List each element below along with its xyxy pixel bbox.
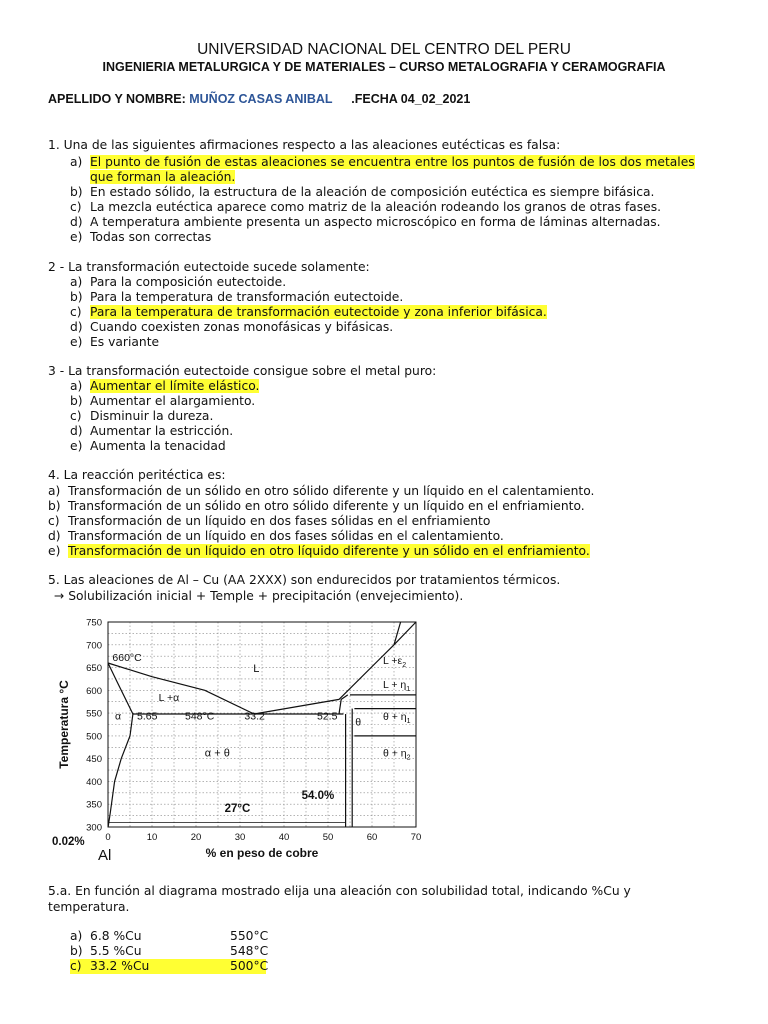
option-text: En estado sólido, la estructura de la aleación de composición eutéctica es siempre bifásica.: [90, 185, 655, 199]
chart-grid: [108, 622, 416, 827]
c-54-label: 54.0%: [301, 789, 335, 802]
q1-option-b: [70, 185, 654, 200]
c-52.5-label: 52.5: [317, 710, 338, 723]
corner-label: 0.02%: [52, 836, 85, 848]
option-temp: 500°C: [230, 959, 269, 973]
y-axis-title: Temperatura °C: [57, 680, 71, 769]
option-letter: c): [70, 959, 82, 973]
eta1-subscript: 1: [406, 686, 411, 694]
y-tick-labels: [86, 618, 102, 834]
option-cu: 33.2 %Cu: [90, 959, 150, 973]
option-text: Cuando coexisten zonas monofásicas y bifásicas.: [90, 320, 394, 334]
option-text: Aumentar el alargamiento.: [90, 394, 256, 408]
option-cu: 5.5 %Cu: [90, 944, 142, 958]
question-5a-stem-line2: temperatura.: [48, 900, 130, 914]
x-tick-label: 40: [278, 832, 290, 843]
x-tick-label: 60: [366, 832, 378, 843]
melt-temp-label: 660°C: [112, 652, 142, 665]
option-text: que forman la aleación.: [90, 170, 236, 184]
option-letter: d): [70, 215, 83, 229]
eta1-subscript: 1: [406, 717, 411, 725]
option-text: Para la temperatura de transformación eutectoide.: [90, 290, 404, 304]
theta-eta2-label: $\theta + \eta_2$: [383, 747, 411, 762]
name-label: APELLIDO Y NOMBRE:: [48, 92, 186, 106]
q1-option-e: [70, 230, 211, 245]
student-name: MUÑOZ CASAS ANIBAL: [189, 92, 333, 106]
room-temp-label: 27°C: [224, 802, 251, 815]
student-line: [48, 92, 470, 106]
alpha-theta-label: α + θ: [204, 747, 230, 760]
q3-option-a: [70, 379, 259, 394]
eta2-subscript: 2: [406, 754, 411, 762]
question-4-stem: 4. La reacción peritéctica es:: [48, 468, 226, 482]
option-letter: d): [70, 320, 83, 334]
q2-option-b: [70, 290, 403, 305]
y-tick-label: 500: [86, 731, 102, 743]
c-5.65-label: 5.65: [137, 710, 158, 723]
option-text: Aumenta la tenacidad: [90, 439, 226, 453]
option-text: Transformación de un sólido en otro sólido diferente y un líquido en el calentamiento.: [68, 484, 595, 498]
x-tick-label: 10: [146, 832, 158, 843]
university-title: UNIVERSIDAD NACIONAL DEL CENTRO DEL PERU: [197, 41, 571, 58]
y-tick-label: 700: [86, 640, 102, 652]
y-tick-label: 650: [86, 663, 102, 675]
c-33.2-label: 33.2: [244, 710, 265, 723]
option-letter: a): [70, 155, 83, 169]
theta-label: θ: [355, 716, 362, 729]
q1-option-c: [70, 200, 661, 215]
y-tick-label: 300: [86, 822, 102, 834]
element-label: Al: [98, 847, 112, 864]
liquid-label: L: [253, 663, 260, 676]
q1-option-d: [70, 215, 661, 230]
q3-option-e: [70, 439, 226, 454]
y-tick-label: 550: [86, 708, 102, 720]
x-tick-label: 70: [410, 832, 422, 843]
option-letter: c): [70, 305, 82, 319]
q4-option-b: [48, 499, 585, 514]
l-eps2-label: $L +\varepsilon_2$: [383, 654, 407, 669]
q4-option-d: [48, 529, 504, 544]
option-cu: 6.8 %Cu: [90, 929, 142, 943]
option-text: Transformación de un líquido en dos fases sólidas en el calentamiento.: [68, 529, 504, 543]
eps2-subscript: 2: [402, 661, 407, 669]
option-text: La mezcla eutéctica aparece como matriz de la aleación rodeando los granos de otras fases.: [90, 200, 662, 214]
question-1-stem: 1. Una de las siguientes afirmaciones respecto a las aleaciones eutécticas es falsa:: [48, 138, 561, 152]
option-letter: e): [70, 230, 83, 244]
alpha-solvus-line: [108, 714, 133, 827]
x-tick-label: 0: [105, 832, 111, 843]
option-letter: a): [70, 929, 83, 943]
q3-option-c: [70, 409, 213, 424]
question-5a-stem-line1: 5.a. En función al diagrama mostrado elija una aleación con solubilidad total, indicando %Cu y: [48, 884, 631, 898]
eutectic-temp-label: 548°C: [185, 710, 215, 723]
option-letter: c): [48, 514, 60, 528]
option-letter: a): [70, 275, 83, 289]
option-letter: b): [70, 185, 83, 199]
x-tick-label: 50: [322, 832, 334, 843]
q5a-option-b: [70, 944, 268, 959]
q4-option-e: [48, 544, 590, 559]
y-tick-label: 400: [86, 776, 102, 788]
question-5-answer: → Solubilización inicial + Temple + precipitación (envejecimiento).: [54, 589, 464, 603]
option-text: Transformación de un líquido en dos fases sólidas en el enfriamiento: [68, 514, 491, 528]
l-alpha-label: L +α: [158, 691, 180, 704]
theta-eta1-label: $\theta + \eta_1$: [383, 710, 411, 725]
alpha-solidus-line: [108, 663, 133, 714]
option-text: Disminuir la dureza.: [90, 409, 214, 423]
x-tick-label: 20: [190, 832, 202, 843]
option-text: A temperatura ambiente presenta un aspecto microscópico en forma de láminas alternadas.: [90, 215, 661, 229]
option-letter: b): [70, 944, 83, 958]
q5a-option-a: [70, 929, 268, 944]
q3-option-b: [70, 394, 255, 409]
option-letter: e): [70, 335, 83, 349]
x-axis-title: % en peso de cobre: [205, 846, 319, 860]
q5a-option-c: [70, 959, 269, 974]
q2-option-e: [70, 335, 159, 350]
option-letter: e): [48, 544, 61, 558]
option-letter: e): [70, 439, 83, 453]
option-letter: b): [48, 499, 61, 513]
option-letter: d): [70, 424, 83, 438]
y-tick-label: 450: [86, 754, 102, 766]
q1-option-a-cont: [70, 170, 235, 185]
option-text: Para la temperatura de transformación eutectoide y zona inferior bifásica.: [90, 305, 547, 319]
x-tick-label: 30: [234, 832, 246, 843]
option-letter: a): [48, 484, 61, 498]
al-cu-phase-diagram: [46, 610, 436, 870]
option-text: Aumentar el límite elástico.: [90, 379, 260, 393]
option-text: Aumentar la estricción.: [90, 424, 234, 438]
exam-date: .FECHA 04_02_2021: [351, 92, 471, 106]
l-eta1-label: $L + \eta_1$: [383, 679, 411, 694]
q2-option-a: [70, 275, 286, 290]
question-5-stem: 5. Las aleaciones de Al – Cu (AA 2XXX) son endurecidos por tratamientos térmicos.: [48, 573, 561, 587]
y-tick-label: 350: [86, 799, 102, 811]
option-letter: b): [70, 290, 83, 304]
option-letter: c): [70, 200, 82, 214]
q2-option-c: [70, 305, 547, 320]
q4-option-c: [48, 514, 490, 529]
q4-option-a: [48, 484, 594, 499]
question-3-stem: 3 - La transformación eutectoide consigue sobre el metal puro:: [48, 364, 437, 378]
alpha-label: α: [115, 710, 122, 723]
course-subtitle: INGENIERIA METALURGICA Y DE MATERIALES – CURSO METALOGRAFIA Y CERAMOGRAFIA: [102, 60, 666, 74]
option-text: Para la composición eutectoide.: [90, 275, 287, 289]
option-letter: a): [70, 379, 83, 393]
q2-option-d: [70, 320, 393, 335]
y-tick-label: 750: [86, 617, 102, 629]
option-temp: 548°C: [230, 944, 269, 958]
x-tick-labels: [105, 832, 421, 843]
option-letter: c): [70, 409, 82, 423]
option-text: Transformación de un sólido en otro sólido diferente y un líquido en el enfriamiento.: [68, 499, 585, 513]
question-2-stem: 2 - La transformación eutectoide sucede solamente:: [48, 260, 370, 274]
option-temp: 550°C: [230, 929, 269, 943]
q1-option-a: [70, 155, 695, 170]
option-letter: d): [48, 529, 61, 543]
option-text: El punto de fusión de estas aleaciones se encuentra entre los puntos de fusión de los dos metales: [90, 155, 695, 169]
q3-option-d: [70, 424, 233, 439]
option-text: Transformación de un líquido en otro líquido diferente y un sólido en el enfriamiento.: [68, 544, 590, 558]
option-letter: b): [70, 394, 83, 408]
y-tick-label: 600: [86, 685, 102, 697]
option-text: Todas son correctas: [90, 230, 212, 244]
option-text: Es variante: [90, 335, 160, 349]
